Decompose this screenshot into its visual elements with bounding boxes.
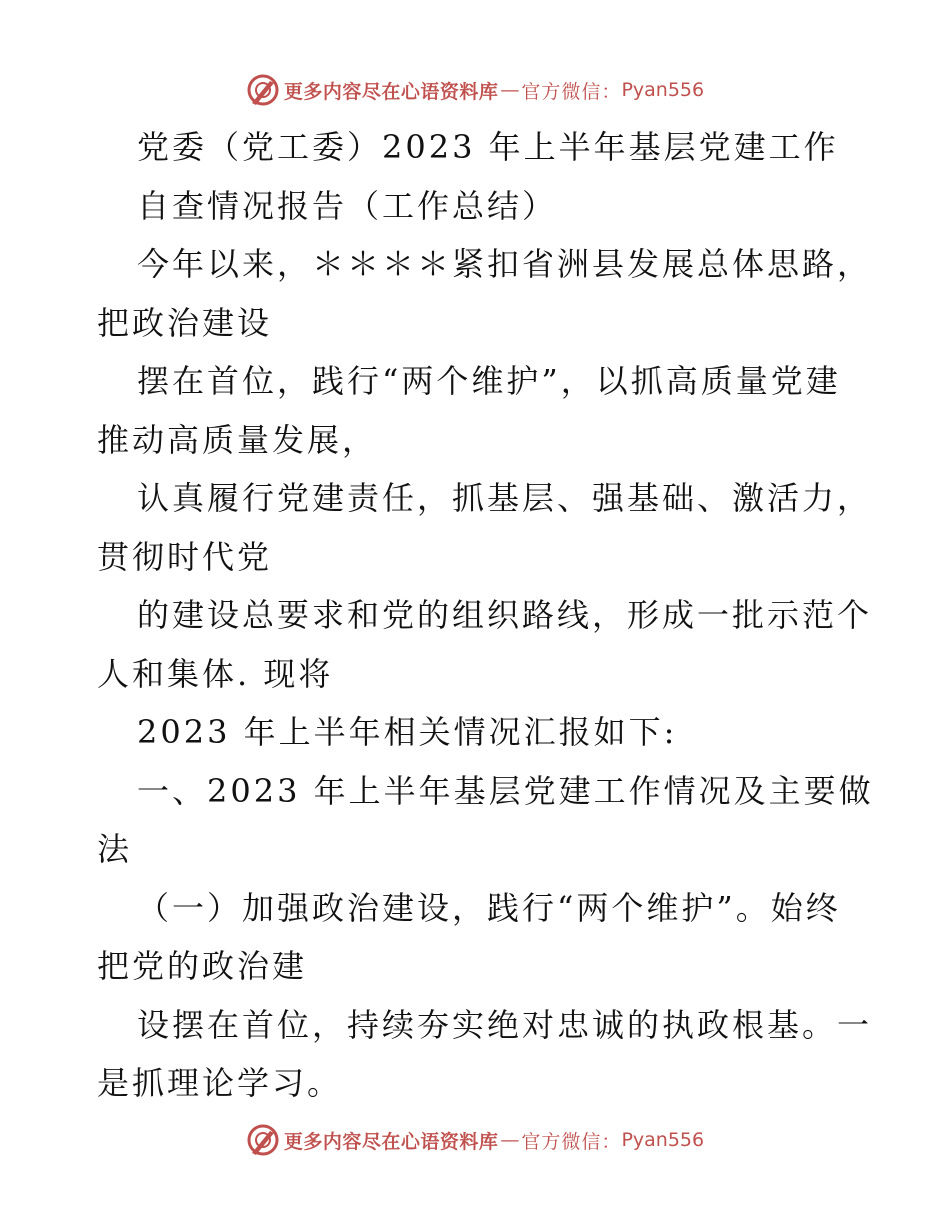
- doc-line: 2023 年上半年相关情况汇报如下:: [137, 713, 678, 751]
- doc-line: 的建设总要求和党的组织路线，形成一批示范个: [137, 596, 873, 634]
- doc-line: 把政治建设: [97, 303, 273, 342]
- watermark-wechat-id: Pyan556: [621, 79, 705, 101]
- doc-line: 贯彻时代党: [97, 537, 273, 576]
- doc-line: 党委（党工委）2023 年上半年基层党建工作: [137, 128, 839, 166]
- doc-line: 设摆在首位，持续夯实绝对忠诚的执政根基。一: [137, 1005, 873, 1044]
- doc-line: 把党的政治建: [97, 947, 308, 985]
- doc-line: 一、2023 年上半年基层党建工作情况及主要做: [137, 771, 874, 810]
- doc-line: 推动高质量发展，: [97, 420, 378, 459]
- watermark-official-label: 官方微信：: [521, 1130, 622, 1153]
- footer-watermark: [0, 1120, 950, 1160]
- watermark-dash: —: [500, 79, 520, 101]
- watermark-site-text: 更多内容尽在心语资料库: [283, 1130, 499, 1153]
- doc-line: 是抓理论学习。: [97, 1064, 343, 1102]
- doc-line: 今年以来，＊＊＊＊紧扣省洲县发展总体思路，: [137, 245, 873, 283]
- watermark-wechat-id: Pyan556: [621, 1129, 705, 1151]
- pen-logo-icon: [246, 73, 280, 107]
- pen-logo-icon: [246, 1123, 280, 1157]
- doc-line: 法: [97, 830, 133, 868]
- watermark-site-text: 更多内容尽在心语资料库: [283, 80, 499, 103]
- header-watermark: [0, 70, 950, 110]
- doc-line: 摆在首位，践行“两个维护”，以抓高质量党建: [137, 362, 841, 400]
- doc-line: 认真履行党建责任，抓基层、强基础、激活力，: [137, 479, 873, 517]
- doc-line: （一）加强政治建设，践行“两个维护”。始终: [137, 888, 841, 927]
- doc-line: 人和集体. 现将: [97, 654, 334, 693]
- watermark-official-label: 官方微信：: [521, 80, 622, 103]
- doc-line: 自查情况报告（工作总结）: [137, 186, 558, 225]
- document-body: [97, 118, 874, 1113]
- watermark-dash: —: [500, 1129, 520, 1151]
